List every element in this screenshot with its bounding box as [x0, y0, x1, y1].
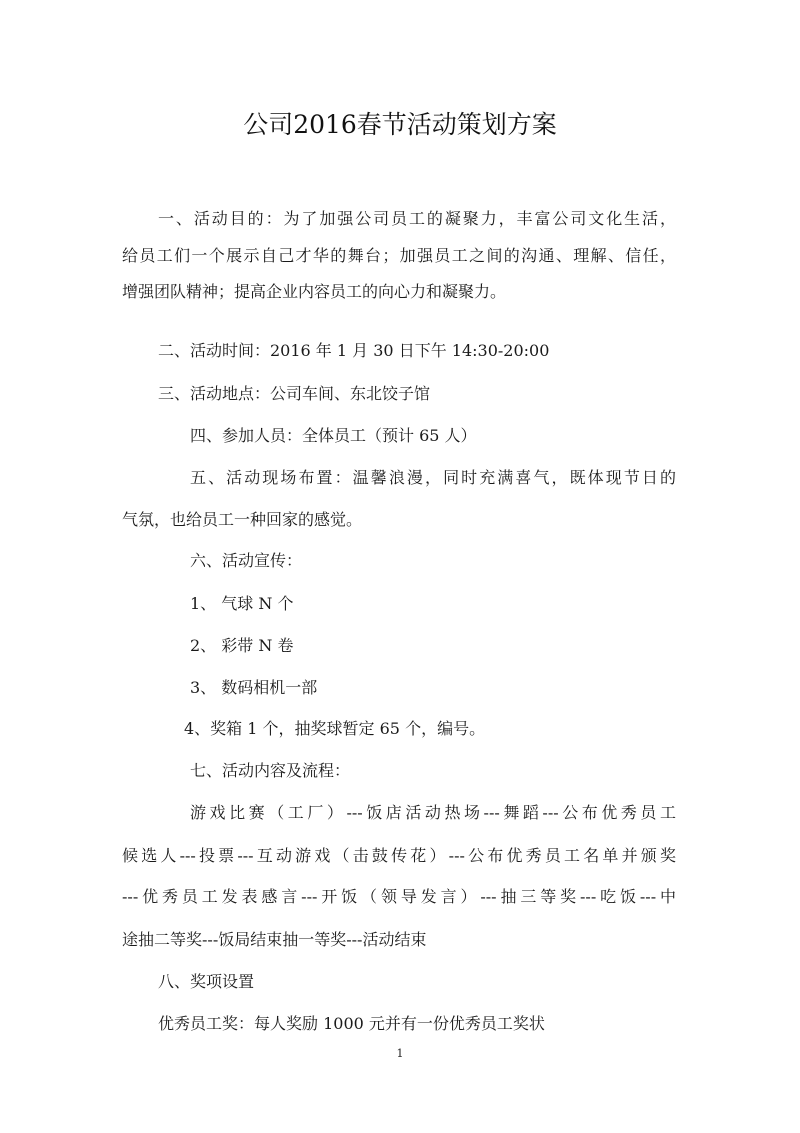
content-line-2: 候选人---投票---互动游戏（击鼓传花）---公布优秀员工名单并颁奖 [122, 846, 676, 865]
content-line-4: 途抽二等奖---饭局结束抽一等奖---活动结束 [122, 930, 427, 949]
activity-participants: 四、参加人员：全体员工（预计 65 人） [190, 426, 477, 445]
promotion-item-1: 1、 气球 N 个 [190, 594, 294, 613]
document-title: 公司2016春节活动策划方案 [243, 110, 557, 139]
content-line-1: 游戏比赛（工厂）---饭店活动热场---舞蹈---公布优秀员工 [190, 803, 676, 822]
content-line-3: ---优秀员工发表感言---开饭（领导发言）---抽三等奖---吃饭---中 [122, 887, 676, 906]
page-number: 1 [396, 1047, 404, 1060]
purpose-line-3: 增强团队精神；提高企业内容员工的向心力和凝聚力。 [122, 282, 507, 301]
promotion-heading: 六、活动宣传： [190, 551, 303, 570]
purpose-line-2: 给员工们一个展示自己才华的舞台；加强员工之间的沟通、理解、信任， [122, 246, 676, 265]
activity-time: 二、活动时间：2016 年 1 月 30 日下午 14:30-20:00 [158, 341, 550, 360]
awards-line-1: 优秀员工奖：每人奖励 1000 元并有一份优秀员工奖状 [158, 1014, 545, 1033]
promotion-item-4: 4、奖箱 1 个，抽奖球暂定 65 个，编号。 [184, 719, 486, 738]
purpose-line-1: 一、活动目的：为了加强公司员工的凝聚力，丰富公司文化生活， [158, 209, 676, 228]
layout-line-2: 气氛，也给员工一种回家的感觉。 [122, 510, 363, 529]
promotion-item-3: 3、 数码相机一部 [190, 678, 318, 697]
promotion-item-2: 2、 彩带 N 卷 [190, 636, 294, 655]
awards-heading: 八、奖项设置 [158, 972, 255, 991]
content-heading: 七、活动内容及流程： [190, 761, 351, 780]
layout-line-1: 五、活动现场布置：温馨浪漫，同时充满喜气，既体现节日的 [190, 468, 676, 487]
activity-place: 三、活动地点：公司车间、东北饺子馆 [158, 384, 431, 403]
